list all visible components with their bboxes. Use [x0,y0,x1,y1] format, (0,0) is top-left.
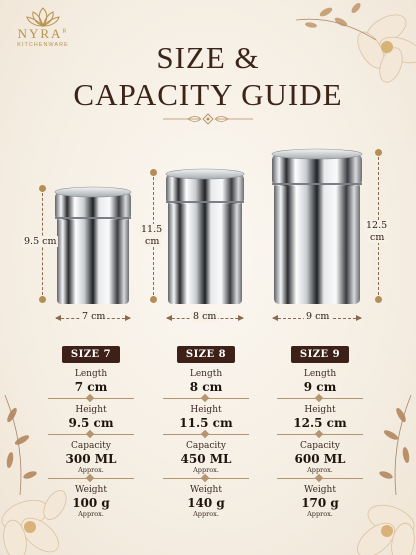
brand-name: $NYRA^R$ [17,26,69,41]
spec-divider [163,398,249,399]
spec-divider [163,434,249,435]
page-title-line-2: CAPACITY GUIDE [73,77,343,112]
brand-subtitle: KITCHENWARE [17,42,69,48]
size-7-specs [38,342,144,518]
size-7-badge: SIZE 7 [62,346,120,363]
lotus-logo-icon [26,6,60,28]
size-9-weight: Weight 170 g Approx. [301,485,339,518]
size-7-length: Length 7 cm [74,369,108,394]
size-7-weight: Weight 100 g Approx. [72,485,110,518]
spec-divider [277,434,363,435]
size-7-height: Height 9.5 cm [68,405,114,430]
jar-8-height-label-b: cm [145,236,160,247]
size-9-capacity: Capacity 600 ML Approx. [294,441,346,474]
page-title-line-1: SIZE & [156,40,260,75]
spec-divider [277,398,363,399]
size-8-badge: SIZE 8 [177,346,235,363]
jar-8-height-label-a: 11.5 [141,224,163,235]
jar-7-height-label: 9.5 cm [24,236,57,247]
size-8-height: Height 11.5 cm [179,405,233,430]
size-8-weight: Weight 140 g Approx. [187,485,225,518]
jar-size-9 [271,148,363,306]
ornament-divider-icon [158,113,258,125]
size-9-height: Height 12.5 cm [293,405,347,430]
jar-9-height-label-a: 12.5 [366,220,388,231]
jar-9-height-label-b: cm [370,232,385,243]
spec-divider [277,478,363,479]
jar-9-width-label: 9 cm [306,311,330,322]
jar-7-width-label: 7 cm [82,311,106,322]
size-8-specs [153,342,259,518]
spec-divider [48,398,134,399]
size-9-length: Length 9 cm [303,369,337,394]
spec-divider [48,434,134,435]
spec-divider [48,478,134,479]
size-7-capacity: Capacity 300 ML Approx. [65,441,117,474]
size-9-badge: SIZE 9 [291,346,349,363]
jar-size-7 [54,186,132,306]
spec-divider [163,478,249,479]
jar-8-width-label: 8 cm [193,311,217,322]
size-8-length: Length 8 cm [189,369,223,394]
size-8-capacity: Capacity 450 ML Approx. [180,441,232,474]
jar-size-8 [165,168,245,306]
size-9-specs [267,342,373,518]
